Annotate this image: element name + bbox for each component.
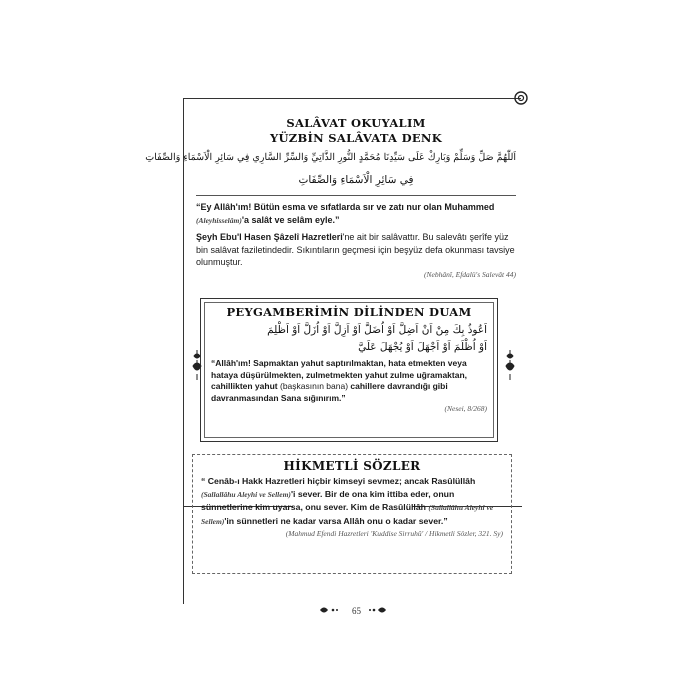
translation-part1: “Ey Allâh'ım! Bütün esma ve sıfatlarda sır ve zatı nur olan Muhammed xyxy=(196,202,495,212)
wisdom-honorific-1: (Sallallâhu Aleyhi ve Sellem) xyxy=(201,489,291,499)
section-title-line2: YÜZBİN SALÂVATA DENK xyxy=(269,131,443,145)
section-salavat xyxy=(145,116,516,279)
dua-translation-part1: “Allâh'ım! Sapmaktan yahut saptırılmaktan, hata etmekten veya hataya düşürülmekten, zulmetmekten yahut zulme uğramaktan, cahillikten yahut xyxy=(211,358,468,391)
separator xyxy=(196,195,516,196)
dua-arabic-line2: اَوْ اُظْلَمَ اَوْ اَجْهَلَ اَوْ يُجْهَلَ عَلَيَّ xyxy=(358,341,487,353)
reference-text: (Nebhânî, Efdalü's Salevât 44) xyxy=(423,269,516,279)
dua-translation xyxy=(211,358,487,404)
translation-honorific: (Aleyhisselâm) xyxy=(196,215,242,225)
frame-left-border xyxy=(183,98,184,604)
dua-box xyxy=(200,298,498,442)
wisdom-text-part1: “ Cenâb-ı Hakk Hazretleri hiçbir kimseyi sevmez; ancak Rasûlüllâh xyxy=(201,476,476,486)
dua-box-content xyxy=(211,305,487,413)
wisdom-reference: (Mahmud Efendi Hazretleri 'Kuddise Sirruhû' / Hikmetli Sözler, 321. Sy) xyxy=(285,529,503,538)
description-body: 'ne ait bir salâvattır. Bu salevâtı şerîfe yüz bin salâvat faziletindedir. Sıkıntıların geçmesi için beşyüz defa okunması tavsiye olunmuştur. xyxy=(196,232,515,267)
description-text xyxy=(196,231,516,269)
wisdom-text-part3: 'in sünnetleri ne kadar varsa Allâh onu o kadar sever.” xyxy=(224,515,448,526)
translation-text xyxy=(196,201,516,227)
wisdom-text xyxy=(201,475,503,528)
left-side-ornament xyxy=(192,350,202,380)
arabic-prayer-line2: فِي سَائِرِ الْاَسْمَاءِ وَالصِّفَاتِ xyxy=(298,174,414,186)
corner-swirl-ornament xyxy=(511,88,531,108)
wisdom-box-content xyxy=(201,459,503,538)
arabic-prayer-line1: اَللّٰهُمَّ صَلِّ وَسَلِّمْ وَبَارِكْ عَلَى سَيِّدِنَا مُحَمَّدٍ النُّورِ الذَّاتِيِّ وَالسِّرِّ السَّارِي فِي سَائِرِ الْاَسْمَاءِ وَالصِّفَاتِ xyxy=(145,152,516,163)
wisdom-box xyxy=(192,454,512,574)
wisdom-text-part2: 'i sever. Bir de ona kim ittiba eder, onun sünnetlerine kim uyarsa, onu sever. Kim de Rasûlüllâh xyxy=(201,488,455,512)
wisdom-honorific-2: (Sallallâhu Aleyhi ve Sellem) xyxy=(201,503,494,526)
frame-top-border xyxy=(183,98,521,99)
wisdom-title: HİKMETLİ SÖZLER xyxy=(283,459,421,473)
dua-title: PEYGAMBERİMİN DİLİNDEN DUAM xyxy=(226,305,472,319)
dua-translation-part2: cahillere davrandığı gibi davranmasından Sana sığınırım.” xyxy=(211,381,448,403)
translation-part2: 'a salât ve selâm eyle.” xyxy=(241,214,340,225)
section-title-line1: SALÂVAT OKUYALIM xyxy=(286,116,426,130)
description-author: Şeyh Ebu'l Hasen Şâzelî Hazretleri xyxy=(196,232,343,242)
dua-translation-parenthetical: (başkasının bana) xyxy=(279,381,349,391)
dua-arabic-line1: اَعُوذُ بِكَ مِنْ اَنْ اَضِلَّ اَوْ اُضَلَّ اَوْ اَزِلَّ اَوْ اُزَلَّ اَوْ اَظْلِمَ xyxy=(267,324,487,336)
dua-reference: (Nesei, 8/268) xyxy=(444,404,487,413)
right-side-ornament xyxy=(505,350,515,380)
page-number: 65 xyxy=(352,606,361,616)
